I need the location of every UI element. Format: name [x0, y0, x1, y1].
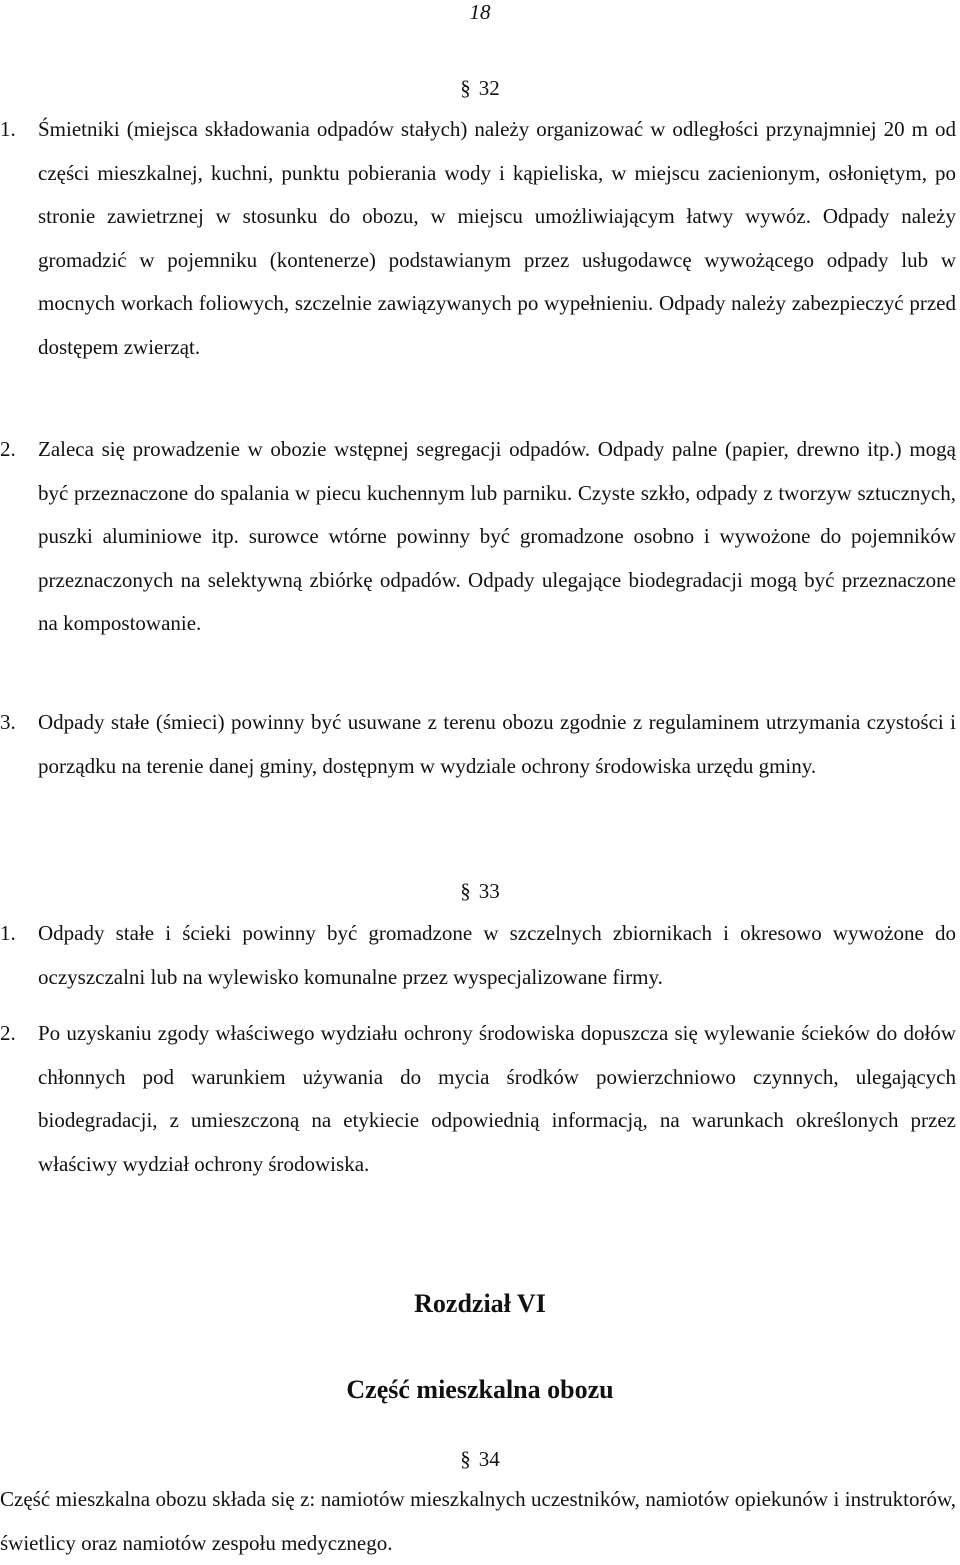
section-33-item-1	[0, 912, 956, 999]
item-number: 1.	[0, 117, 16, 141]
item-text: Śmietniki (miejsca składowania odpadów stałych) należy organizować w odległości przynajmniej 20 m od części mieszkalnej, kuchni, punktu pobierania wody i kąpieliska, w miejscu zacienionym, osłoniętym, po stronie zawietrznej w stosunku do obozu, w miejscu umożliwiającym łatwy wywóz. Odpady należy gromadzić w pojemniku (kontenerze) podstawianym przez usługodawcę wywożącego odpady lub w mocnych workach foliowych, szczelnie zawiązywanych po wypełnieniu. Odpady należy zabezpieczyć przed dostępem zwierząt.	[38, 117, 956, 359]
section-32-item-3	[0, 701, 956, 788]
section-sign: §	[460, 76, 471, 100]
item-number: 2.	[0, 1021, 16, 1045]
item-number: 3.	[0, 710, 16, 734]
item-text: Odpady stałe (śmieci) powinny być usuwane z terenu obozu zgodnie z regulaminem utrzymania czystości i porządku na terenie danej gminy, dostępnym w wydziale ochrony środowiska urzędu gminy.	[38, 710, 956, 778]
item-text: Odpady stałe i ścieki powinny być gromadzone w szczelnych zbiornikach i okresowo wywożone do oczyszczalni lub na wylewisko komunalne przez wyspecjalizowane firmy.	[38, 921, 956, 989]
item-text: Po uzyskaniu zgody właściwego wydziału ochrony środowiska dopuszcza się wylewanie ścieków do dołów chłonnych pod warunkiem używania do mycia środków powierzchniowo czynnych, ulegających biodegradacji, z umieszczoną na etykiecie odpowiednią informacją, na warunkach określonych przez właściwy wydział ochrony środowiska.	[38, 1021, 956, 1176]
section-heading-33	[0, 878, 960, 904]
section-33-item-2	[0, 1012, 956, 1186]
item-text: Zaleca się prowadzenie w obozie wstępnej segregacji odpadów. Odpady palne (papier, drewno itp.) mogą być przeznaczone do spalania w piecu kuchennym lub parniku. Czyste szkło, odpady z tworzyw sztucznych, puszki aluminiowe itp. surowce wtórne powinny być gromadzone osobno i wywożone do pojemników przeznaczonych na selektywną zbiórkę odpadów. Odpady ulegające biodegradacji mogą być przeznaczone na kompostowanie.	[38, 437, 956, 636]
section-sign: §	[460, 879, 471, 903]
item-number: 1.	[0, 921, 16, 945]
section-sign: §	[460, 1447, 471, 1471]
chapter-title: Rozdział VI	[414, 1289, 546, 1318]
section-heading-34	[0, 1446, 960, 1472]
section-32-item-1	[0, 108, 956, 370]
section-32-item-2	[0, 428, 956, 646]
section-number: 32	[478, 76, 500, 100]
page-number: 18	[469, 0, 491, 24]
section-number: 34	[478, 1447, 500, 1471]
item-number: 2.	[0, 437, 16, 461]
section-number: 33	[478, 879, 500, 903]
section-heading-32	[0, 75, 960, 101]
chapter-subtitle: Część mieszkalna obozu	[346, 1375, 614, 1404]
section-34-text: Część mieszkalna obozu składa się z: namiotów mieszkalnych uczestników, namiotów opiekunów i instruktorów, świetlicy oraz namiotów zespołu medycznego.	[0, 1487, 956, 1555]
